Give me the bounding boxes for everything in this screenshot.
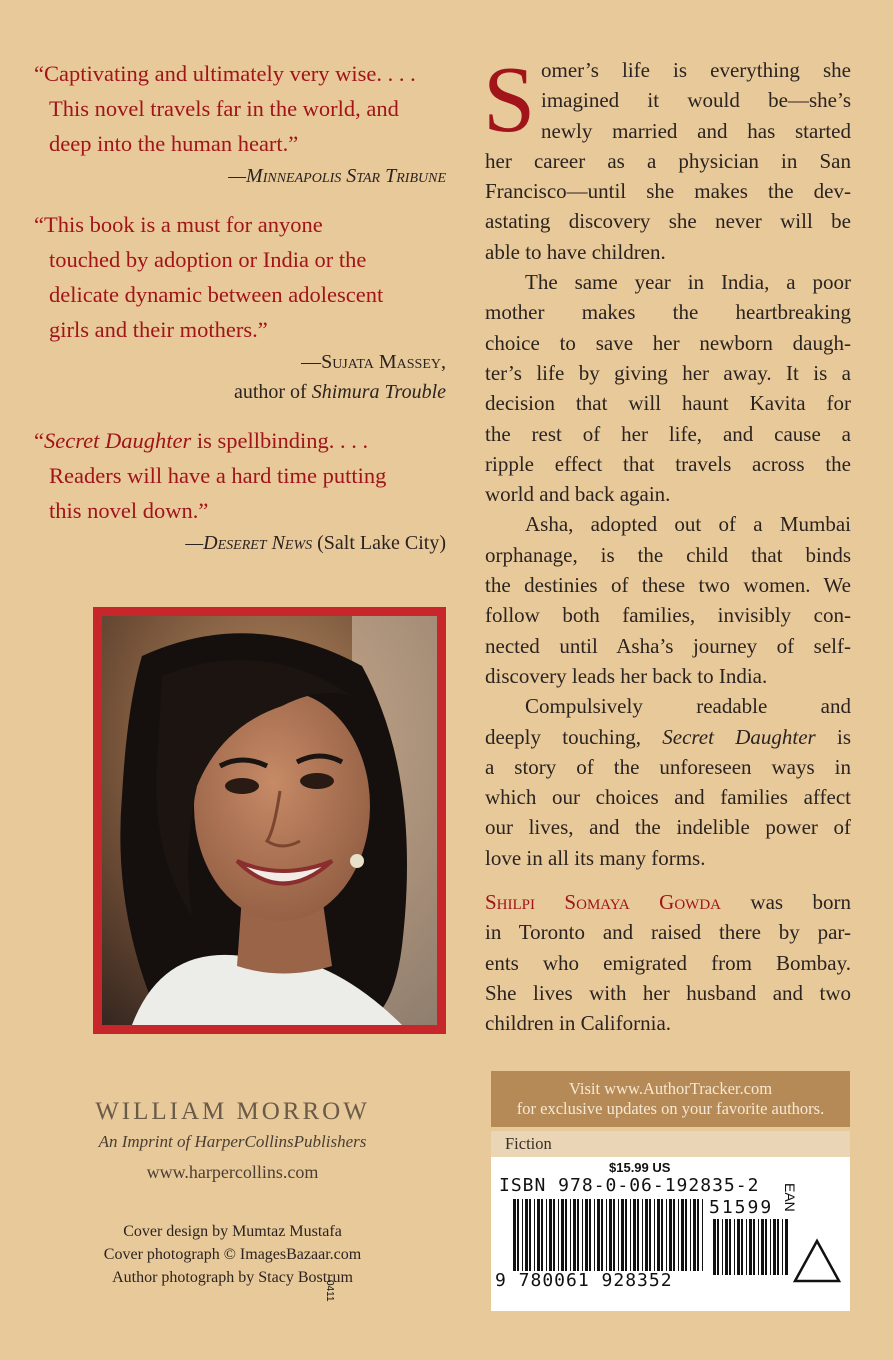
publisher-name: WILLIAM MORROW: [95, 1098, 370, 1125]
quote-massey: [34, 207, 454, 407]
barcode-bar: [625, 1199, 627, 1271]
barcode-bar: [546, 1199, 547, 1271]
barcode-bar: [681, 1199, 684, 1271]
barcode-bar: [722, 1219, 723, 1275]
barcode-digits: 9 780061 928352: [495, 1270, 673, 1291]
barcode-bar: [678, 1199, 679, 1271]
author-portrait-illustration: [102, 616, 437, 1025]
barcode-bar: [642, 1199, 643, 1271]
desc-line: astating discovery she never will be: [485, 209, 851, 234]
barcode-bar: [582, 1199, 583, 1271]
desc-line: our lives, and the indelible power of: [485, 815, 851, 840]
publisher-imprint: An Imprint of HarperCollinsPublishers: [98, 1132, 367, 1151]
barcode-bar: [666, 1199, 667, 1271]
barcode-bar: [761, 1219, 764, 1275]
barcode-bar: [618, 1199, 619, 1271]
publisher-url: www.harpercollins.com: [146, 1162, 319, 1182]
barcode-bar: [685, 1199, 687, 1271]
barcode-bar: [729, 1219, 731, 1275]
quote-attribution: —Minneapolis Star Tribune: [228, 165, 446, 187]
barcode-bar: [753, 1219, 755, 1275]
barcode-bar: [654, 1199, 655, 1271]
desc-line: ripple effect that travels across the: [485, 451, 851, 476]
barcode-bar: [606, 1199, 607, 1271]
barcode-bar: [537, 1199, 540, 1271]
bio-line: Shilpi Somaya Gowda was born: [485, 890, 852, 915]
price-label: $15.99 US: [609, 1160, 671, 1175]
isbn-label: ISBN 978-0-06-192835-2: [499, 1175, 760, 1196]
barcode-bar: [517, 1199, 519, 1271]
quote-line: “This book is a must for anyone: [34, 212, 323, 237]
bio-line: ents who emigrated from Bombay.: [485, 950, 851, 975]
barcode-bar: [597, 1199, 600, 1271]
desc-line: world and back again.: [485, 482, 671, 507]
quote-attribution: author of Shimura Trouble: [233, 381, 446, 403]
barcode-bar: [770, 1219, 771, 1275]
author-name: Shilpi Somaya Gowda: [485, 890, 721, 915]
barcode-bar: [553, 1199, 555, 1271]
bio-line: in Toronto and raised there by par-: [485, 920, 851, 945]
tracker-line: for exclusive updates on your favorite authors.: [516, 1099, 825, 1118]
barcode-bar: [758, 1219, 759, 1275]
barcode-bar: [690, 1199, 691, 1271]
quote-line: “Captivating and ultimately very wise. . . .: [34, 61, 416, 86]
barcode-bar: [609, 1199, 612, 1271]
desc-line: able to have children.: [485, 239, 666, 264]
barcode-bar: [746, 1219, 747, 1275]
barcode-bar: [741, 1219, 743, 1275]
desc-line: Francisco—until she makes the dev-: [485, 179, 851, 204]
barcode-bar: [621, 1199, 624, 1271]
barcode-bar: [630, 1199, 631, 1271]
desc-line: omer’s life is everything she: [541, 58, 851, 82]
barcode-area: [491, 1157, 850, 1311]
ean-label: EAN: [782, 1183, 798, 1212]
desc-line: deeply touching, Secret Daughter is: [485, 724, 851, 749]
quote-attribution: —Sujata Massey,: [301, 351, 446, 373]
desc-line: imagined it would be—she’s: [541, 88, 851, 113]
credit-line: Cover photograph © ImagesBazaar.com: [103, 1246, 362, 1263]
quote-line: delicate dynamic between adolescent: [49, 282, 384, 307]
barcode-bar: [785, 1219, 788, 1275]
desc-line: her career as a physician in San: [485, 148, 851, 173]
desc-line: love in all its many forms.: [485, 845, 706, 870]
barcode-bar: [749, 1219, 752, 1275]
barcode-bar: [725, 1219, 728, 1275]
quote-attribution: —Deseret News (Salt Lake City): [185, 532, 446, 554]
barcode-bar: [558, 1199, 559, 1271]
barcode-block: [491, 1071, 850, 1311]
barcode-bar: [534, 1199, 535, 1271]
barcode-bar: [589, 1199, 591, 1271]
book-description: [483, 48, 852, 1039]
barcode-bar: [645, 1199, 648, 1271]
barcode-bar: [777, 1219, 779, 1275]
publisher-block: [40, 1098, 425, 1183]
quote-line: Readers will have a hard time putting: [49, 463, 387, 488]
tracker-line: Visit www.AuthorTracker.com: [568, 1079, 773, 1098]
barcode-bar: [661, 1199, 663, 1271]
quote-line: girls and their mothers.”: [49, 317, 268, 342]
bio-line: She lives with her husband and two: [485, 980, 851, 1005]
desc-line: the destinies of these two women. We: [485, 573, 851, 598]
barcode-bar: [713, 1219, 716, 1275]
barcode-bar: [585, 1199, 588, 1271]
desc-line: a story of the unforeseen ways in: [485, 754, 851, 779]
desc-line: The same year in India, a poor: [525, 270, 851, 295]
barcode-bar: [633, 1199, 636, 1271]
credit-line: Cover design by Mumtaz Mustafa: [123, 1223, 342, 1240]
triangle-icon: [791, 1237, 843, 1285]
barcode-bar: [561, 1199, 564, 1271]
barcode-bar: [697, 1199, 699, 1271]
quote-line: deep into the human heart.”: [49, 131, 299, 156]
desc-line: ter’s life by giving her away. It is a: [485, 360, 851, 385]
category-label: Fiction: [491, 1131, 850, 1157]
barcode-bar: [649, 1199, 651, 1271]
desc-line: decision that will haunt Kavita for: [485, 391, 851, 416]
barcode-bar: [541, 1199, 543, 1271]
barcode-bar: [601, 1199, 603, 1271]
credit-line: Author photograph by Stacy Bostrum: [112, 1269, 353, 1286]
desc-line: Compulsively readable and: [525, 694, 851, 719]
desc-line: orphanage, is the child that binds: [485, 542, 851, 567]
barcode-bar: [573, 1199, 576, 1271]
author-tracker-banner: [491, 1071, 850, 1127]
quote-line: this novel down.”: [49, 498, 209, 523]
quote-line: touched by adoption or India or the: [49, 247, 367, 272]
barcode-bar: [637, 1199, 639, 1271]
barcode-bar: [657, 1199, 660, 1271]
barcode-bar: [765, 1219, 767, 1275]
bio-line: children in California.: [485, 1011, 672, 1036]
desc-line: newly married and has started: [541, 118, 851, 143]
barcode-bar: [570, 1199, 571, 1271]
quote-deseret: [34, 423, 454, 558]
quote-star-tribune: [34, 56, 454, 191]
barcode-bar: [737, 1219, 740, 1275]
desc-line: choice to save her newborn daugh-: [485, 330, 851, 355]
desc-line: discovery leads her back to India.: [485, 663, 768, 688]
barcode-bar: [734, 1219, 735, 1275]
barcode-bar: [773, 1219, 776, 1275]
barcode-bar: [673, 1199, 675, 1271]
author-photo: [102, 616, 437, 1025]
barcode-bar: [594, 1199, 595, 1271]
barcode-bar: [669, 1199, 672, 1271]
desc-line: follow both families, invisibly con-: [485, 603, 851, 628]
author-photo-frame: [93, 607, 446, 1034]
barcode-bar: [693, 1199, 696, 1271]
barcode-bar: [613, 1199, 615, 1271]
barcode-bar: [525, 1199, 528, 1271]
desc-line: the rest of her life, and cause a: [485, 421, 851, 446]
barcode-bar: [577, 1199, 579, 1271]
desc-line: mother makes the heartbreaking: [485, 300, 851, 325]
credits-block: [40, 1220, 425, 1289]
barcode-bar: [549, 1199, 552, 1271]
barcode-bar: [782, 1219, 783, 1275]
barcode-bar: [513, 1199, 516, 1271]
desc-line: Asha, adopted out of a Mumbai: [525, 512, 851, 537]
drop-cap: S: [483, 48, 536, 152]
barcode-bar: [565, 1199, 567, 1271]
barcode-bar: [717, 1219, 719, 1275]
quote-line: “Secret Daughter is spellbinding. . . .: [34, 428, 369, 453]
desc-line: which our choices and families affect: [485, 785, 851, 810]
desc-line: nected until Asha’s journey of self-: [485, 633, 851, 658]
print-code: 0411: [324, 1280, 335, 1302]
barcode-bar: [529, 1199, 531, 1271]
quote-line: This novel travels far in the world, and: [49, 96, 399, 121]
barcode-bar: [702, 1199, 703, 1271]
review-quotes: [34, 56, 454, 574]
barcode-bar: [522, 1199, 523, 1271]
addon-number: 51599: [709, 1197, 774, 1218]
